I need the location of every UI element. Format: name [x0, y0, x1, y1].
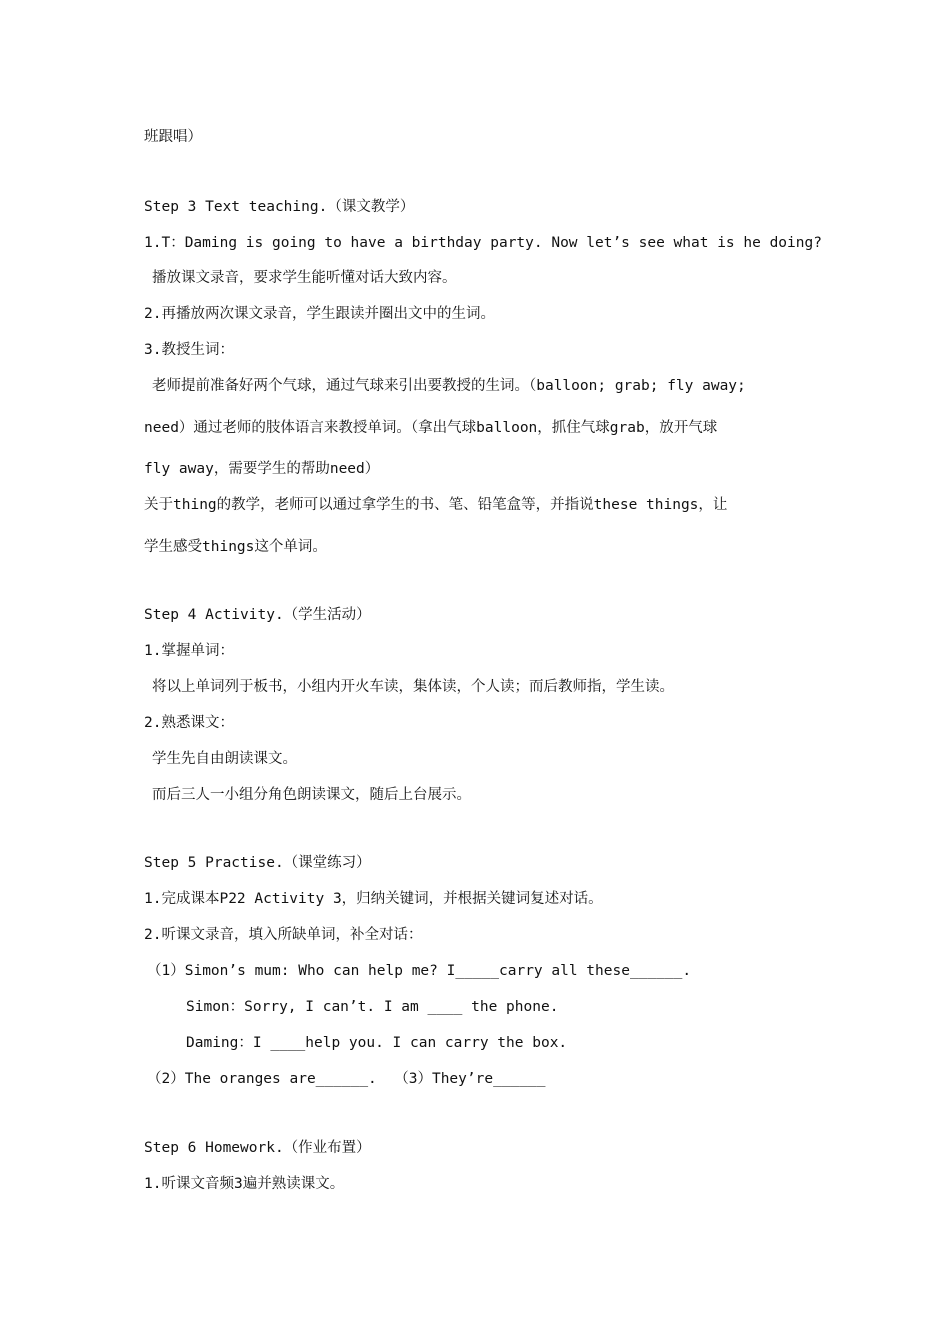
- step4-item1-detail: 将以上单词列于板书，小组内开火车读，集体读，个人读；而后教师指，学生读。: [152, 679, 674, 695]
- step5-item2: 2.听课文录音，填入所缺单词，补全对话：: [144, 927, 423, 943]
- step4-item2-detail2: 而后三人一小组分角色朗读课文，随后上台展示。: [152, 787, 471, 803]
- step3-thing-para-line1: 关于thing的教学，老师可以通过拿学生的书、笔、铅笔盒等，并指说these things，让: [144, 497, 728, 513]
- exercise-q1-line2: Simon：Sorry, I can’t. I am ____ the phone.: [186, 999, 559, 1015]
- step3-item3: 3.教授生词：: [144, 342, 234, 358]
- step3-item3-para-line2: need）通过老师的肢体语言来教授单词。（拿出气球balloon，抓住气球grab，放开气球: [144, 420, 718, 436]
- step3-item3-para-line3: fly away，需要学生的帮助need）: [144, 461, 380, 477]
- step3-item2: 2.再播放两次课文录音，学生跟读并圈出文中的生词。: [144, 306, 495, 322]
- step3-item1-detail: 播放课文录音，要求学生能听懂对话大致内容。: [152, 270, 457, 286]
- step6-item1: 1.听课文音频3遍并熟读课文。: [144, 1176, 345, 1192]
- step5-item1: 1.完成课本P22 Activity 3，归纳关键词，并根据关键词复述对话。: [144, 891, 603, 907]
- exercise-q1-line1: （1）Simon’s mum: Who can help me? I_____carry all these______.: [147, 963, 692, 979]
- step3-heading: Step 3 Text teaching.（课文教学）: [144, 199, 415, 215]
- step3-thing-para-line2: 学生感受things这个单词。: [144, 539, 327, 555]
- step6-heading: Step 6 Homework.（作业布置）: [144, 1140, 371, 1156]
- continuation-text: 班跟唱）: [144, 129, 202, 145]
- step4-item2: 2.熟悉课文：: [144, 715, 234, 731]
- step5-heading: Step 5 Practise.（课堂练习）: [144, 855, 371, 871]
- step4-item1: 1.掌握单词：: [144, 643, 234, 659]
- exercise-q2-q3: （2）The oranges are______. （3）They’re______: [147, 1071, 546, 1087]
- step3-item1: 1.T：Daming is going to have a birthday party. Now let’s see what is he doing?: [144, 235, 822, 251]
- step3-item3-para-line1: 老师提前准备好两个气球，通过气球来引出要教授的生词。（balloon; grab; fly away;: [152, 378, 746, 394]
- exercise-q1-line3: Daming：I ____help you. I can carry the box.: [186, 1035, 568, 1051]
- step4-item2-detail1: 学生先自由朗读课文。: [152, 751, 297, 767]
- step4-heading: Step 4 Activity.（学生活动）: [144, 607, 371, 623]
